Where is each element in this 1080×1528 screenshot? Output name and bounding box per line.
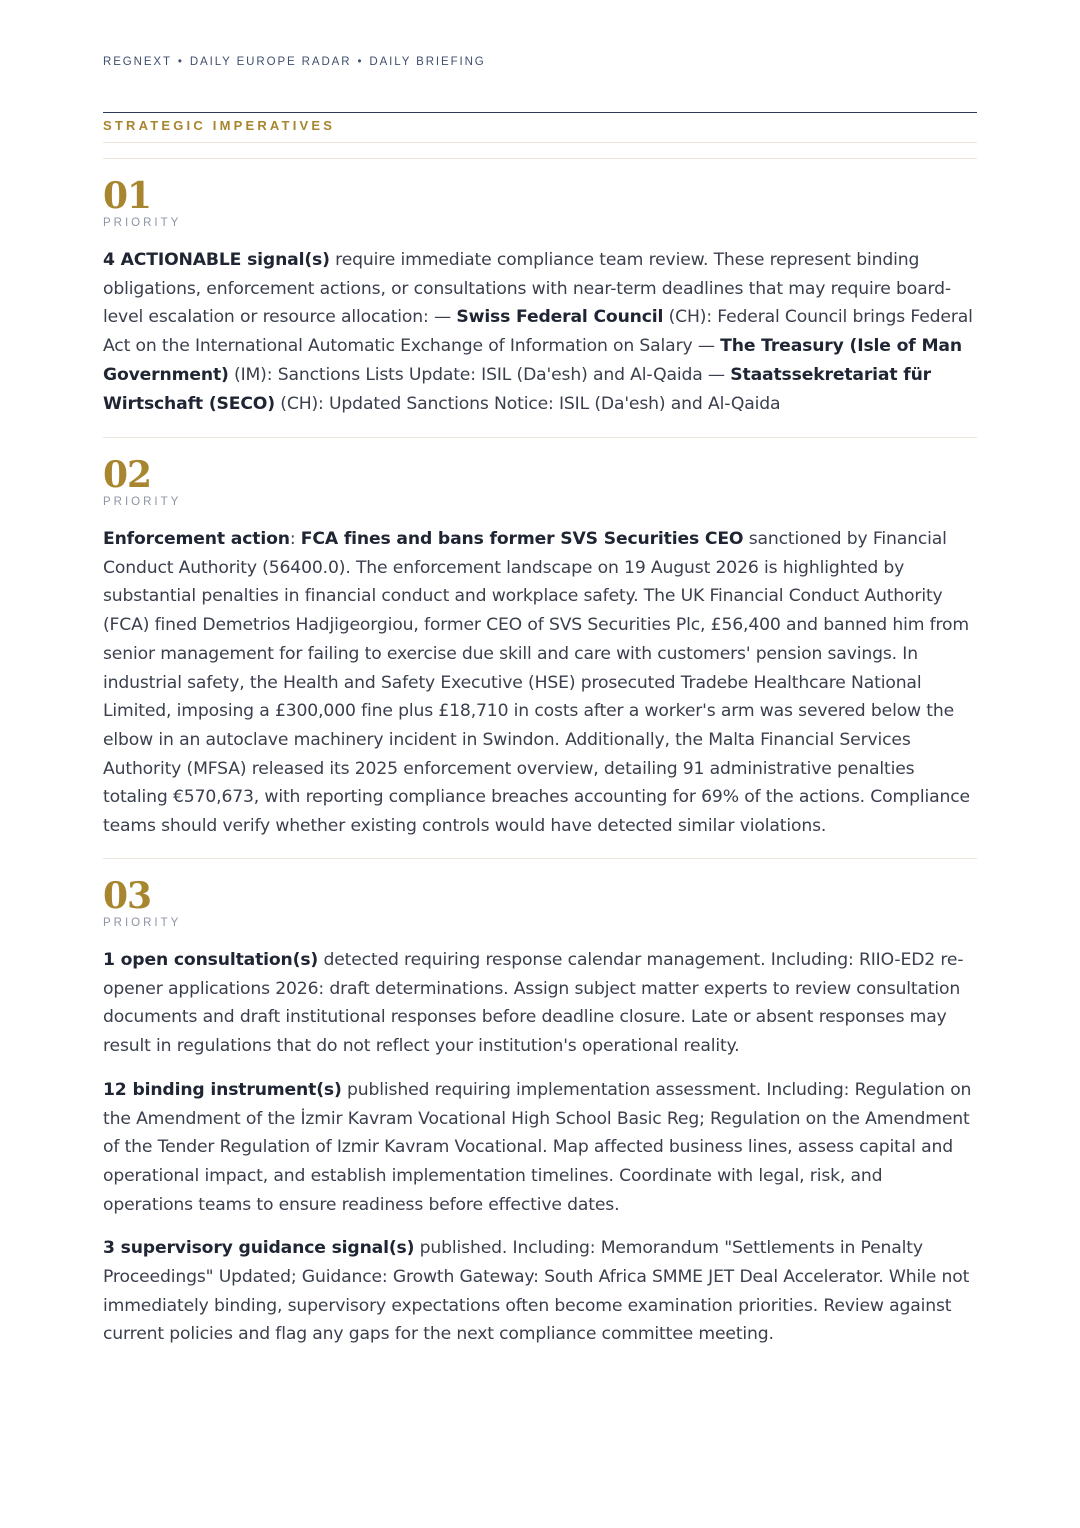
issuer-name: The Treasury (Isle of Man Government) bbox=[103, 336, 962, 385]
guidance-count: 3 supervisory guidance signal(s) bbox=[103, 1238, 415, 1259]
priority-label: PRIORITY bbox=[103, 496, 182, 508]
priority-number: 01 bbox=[103, 175, 152, 217]
priority-paragraph: 1 open consultation(s) detected requiring response calendar management. Including: RIIO-ED2 re-opener applications 2026: draft determinations. Assign subject matter experts to review consultation documents and draft institutional responses before deadline closure. Late or absent responses may result in regulations that do not reflect your institution's operational reality. bbox=[103, 950, 964, 1057]
priority-paragraph: 4 ACTIONABLE signal(s) require immediate compliance team review. These represent binding obligations, enforcement actions, or consultations with near-term deadlines that may require board-level escalation or resource allocation: — Swiss Federal Council (CH): Federal Council brings Federal Act on the International Automatic Exchange of Information on Salary — The Treasury (Isle of Man Government) (IM): Sanctions Lists Update: ISIL (Da'esh) and Al-Qaida — Staatssekretariat für Wirtschaft (SECO) (CH): Updated Sanctions Notice: ISIL (Da'esh) and Al-Qaida bbox=[103, 250, 973, 414]
priority-paragraph: Enforcement action: FCA fines and bans former SVS Securities CEO sanctioned by Financial Conduct Authority (56400.0). The enforcement landscape on 19 August 2026 is highlighted by substantial penalties in financial conduct and workplace safety. The UK Financial Conduct Authority (FCA) fined Demetrios Hadjigeorgiou, former CEO of SVS Securities Plc, £56,400 and banned him from senior management for failing to exercise due skill and care with customers' pension savings. In industrial safety, the Health and Safety Executive (HSE) prosecuted Tradebe Healthcare National Limited, imposing a £300,000 fine plus £18,710 in costs after a worker's arm was severed below the elbow in an autoclave machinery incident in Swindon. Additionally, the Malta Financial Services Authority (MFSA) released its 2025 enforcement overview, detailing 91 administrative penalties totaling €570,673, with reporting compliance breaches accounting for 69% of the actions. Compliance teams should verify whether existing controls would have detected similar violations. bbox=[103, 529, 970, 837]
section-divider bbox=[103, 158, 977, 159]
priority-block-01 bbox=[103, 176, 977, 418]
priority-divider bbox=[103, 858, 977, 859]
priority-label: PRIORITY bbox=[103, 917, 182, 929]
edition-name: DAILY EUROPE RADAR bbox=[189, 56, 352, 68]
priority-label: PRIORITY bbox=[103, 217, 182, 229]
signal-count: 4 ACTIONABLE signal(s) bbox=[103, 250, 330, 270]
document-type: DAILY BRIEFING bbox=[369, 56, 486, 68]
consultation-count: 1 open consultation(s) bbox=[103, 950, 319, 970]
running-header bbox=[103, 56, 486, 68]
priority-number: 03 bbox=[103, 875, 152, 917]
brand-name: REGNEXT bbox=[103, 56, 172, 68]
priority-divider bbox=[103, 437, 977, 438]
section-title: STRATEGIC IMPERATIVES bbox=[103, 118, 336, 133]
enforcement-label: Enforcement action bbox=[103, 529, 290, 549]
issuer-name: Swiss Federal Council bbox=[456, 307, 664, 328]
priority-block-02 bbox=[103, 455, 977, 841]
priority-paragraph: 12 binding instrument(s) published requiring implementation assessment. Including: Regulation on the Amendment of the İzmir Kavram Vocational High School Basic Reg; Regulation on the Amendment of the Tender Regulation of Izmir Kavram Vocational. Map affected business lines, assess capital and operational impact, and establish implementation timelines. Coordinate with legal, risk, and operations teams to ensure readiness before effective dates. bbox=[103, 1079, 972, 1215]
section-top-rule bbox=[103, 112, 977, 113]
header-separator: • bbox=[177, 56, 184, 68]
priority-paragraph: 3 supervisory guidance signal(s) published. Including: Memorandum "Settlements in Penalty Proceedings" Updated; Guidance: Growth Gateway: South Africa SMME JET Deal Accelerator. While not immediately binding, supervisory expectations often become examination priorities. Review against current policies and flag any gaps for the next compliance committee meeting. bbox=[103, 1238, 970, 1345]
issuer-name: Staatssekretariat für Wirtschaft (SECO) bbox=[103, 364, 931, 414]
enforcement-headline: FCA fines and bans former SVS Securities CEO bbox=[300, 529, 744, 549]
header-separator: • bbox=[357, 56, 364, 68]
instrument-count: 12 binding instrument(s) bbox=[103, 1079, 342, 1100]
section-divider bbox=[103, 142, 977, 143]
priority-number: 02 bbox=[103, 454, 152, 496]
priority-block-03 bbox=[103, 876, 977, 1349]
